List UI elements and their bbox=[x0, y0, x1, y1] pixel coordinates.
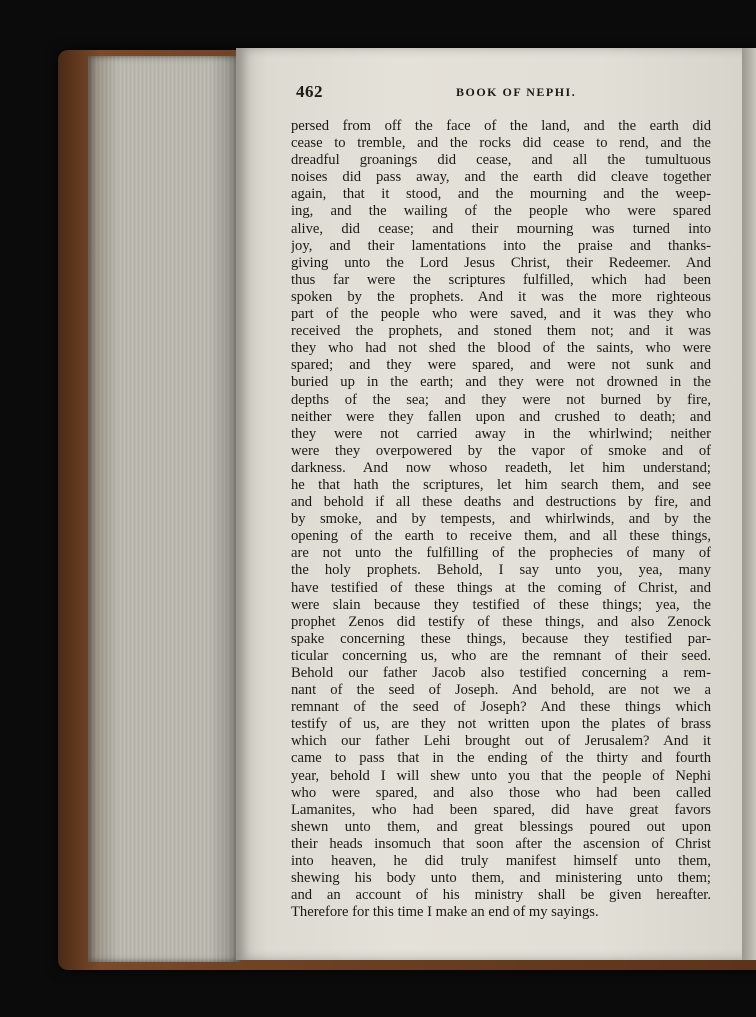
page-number: 462 bbox=[296, 82, 323, 101]
page-edges bbox=[88, 56, 240, 962]
text-line: their heads insomuch that soon after the ascension of Christ bbox=[291, 835, 711, 852]
text-line: joy, and their lamentations into the praise and thanks- bbox=[291, 237, 711, 254]
text-line: cease to tremble, and the rocks did cease to rend, and the bbox=[291, 135, 711, 152]
text-line: buried up in the earth; and they were not drowned in the bbox=[291, 374, 711, 391]
text-line: spake concerning these things, because they testified par- bbox=[291, 630, 711, 647]
text-line: received the prophets, and stoned them not; and it was bbox=[291, 323, 711, 340]
text-line: testify of us, are they not written upon the plates of brass bbox=[291, 716, 711, 733]
text-line: spoken by the prophets. And it was the more righteous bbox=[291, 288, 711, 305]
text-line: remnant of the seed of Joseph? And these things which bbox=[291, 699, 711, 716]
running-title: BOOK OF NEPHI. bbox=[456, 85, 577, 99]
text-line: Therefore for this time I make an end of my sayings. bbox=[291, 904, 599, 921]
text-line: into heaven, he did truly manifest himself unto them, bbox=[291, 853, 711, 870]
text-line: ticular concerning us, who are the remnant of their seed. bbox=[291, 647, 711, 664]
text-line: he that hath the scriptures, let him search them, and see bbox=[291, 476, 711, 493]
text-line: nant of the seed of Joseph. And behold, are not we a bbox=[291, 682, 711, 699]
text-line: shewn unto them, and great blessings poured out upon bbox=[291, 818, 711, 835]
text-line: thus far were the scriptures fulfilled, which had been bbox=[291, 271, 711, 288]
page-header bbox=[296, 82, 714, 106]
text-line: were slain because they testified of these things; yea, the bbox=[291, 596, 711, 613]
text-line: opening of the earth to receive them, and all these things, bbox=[291, 528, 711, 545]
text-line: noises did pass away, and the earth did cleave together bbox=[291, 169, 711, 186]
text-line: which our father Lehi brought out of Jerusalem? And it bbox=[291, 733, 711, 750]
text-line: who were spared, and also those who had been called bbox=[291, 784, 711, 801]
text-line: Lamanites, who had been spared, did have great favors bbox=[291, 801, 711, 818]
text-line: are not unto the fulfilling of the prophecies of many of bbox=[291, 545, 711, 562]
text-line: the holy prophets. Behold, I say unto you, yea, many bbox=[291, 562, 711, 579]
text-line: year, behold I will shew unto you that the people of Nephi bbox=[291, 767, 711, 784]
text-line: they who had not shed the blood of the saints, who were bbox=[291, 340, 711, 357]
text-line: were they overpowered by the vapor of smoke and of bbox=[291, 442, 711, 459]
text-line: giving unto the Lord Jesus Christ, their Redeemer. And bbox=[291, 254, 711, 271]
text-line: dreadful groanings did cease, and all the tumultuous bbox=[291, 152, 711, 169]
text-line: prophet Zenos did testify of these things, and also Zenock bbox=[291, 613, 711, 630]
text-line: and an account of his ministry shall be given hereafter. bbox=[291, 887, 711, 904]
text-line: and behold if all these deaths and destructions by fire, and bbox=[291, 494, 711, 511]
text-line: have testified of these things at the coming of Christ, and bbox=[291, 579, 711, 596]
text-line: came to pass that in the ending of the thirty and fourth bbox=[291, 750, 711, 767]
text-line: spared; and they were spared, and were not sunk and bbox=[291, 357, 711, 374]
text-line: ing, and the wailing of the people who were spared bbox=[291, 203, 711, 220]
text-line: they were not carried away in the whirlwind; neither bbox=[291, 425, 711, 442]
text-line: depths of the sea; and they were not burned by fire, bbox=[291, 391, 711, 408]
text-line: alive, did cease; and their mourning was turned into bbox=[291, 220, 711, 237]
text-line: again, that it stood, and the mourning and the weep- bbox=[291, 186, 711, 203]
text-line: part of the people who were saved, and it was they who bbox=[291, 306, 711, 323]
text-line: Behold our father Jacob also testified concerning a rem- bbox=[291, 665, 711, 681]
text-line: darkness. And now whoso readeth, let him understand; bbox=[291, 459, 711, 476]
text-line: by smoke, and by tempests, and whirlwinds, and by the bbox=[291, 511, 711, 528]
text-line: neither were they fallen upon and crushed to death; and bbox=[291, 408, 711, 425]
page-body-text bbox=[291, 118, 711, 921]
facing-page-edge bbox=[742, 48, 756, 960]
text-line: shewing his body unto them, and ministering unto them; bbox=[291, 870, 711, 887]
text-line: persed from off the face of the land, and the earth did bbox=[291, 118, 711, 134]
